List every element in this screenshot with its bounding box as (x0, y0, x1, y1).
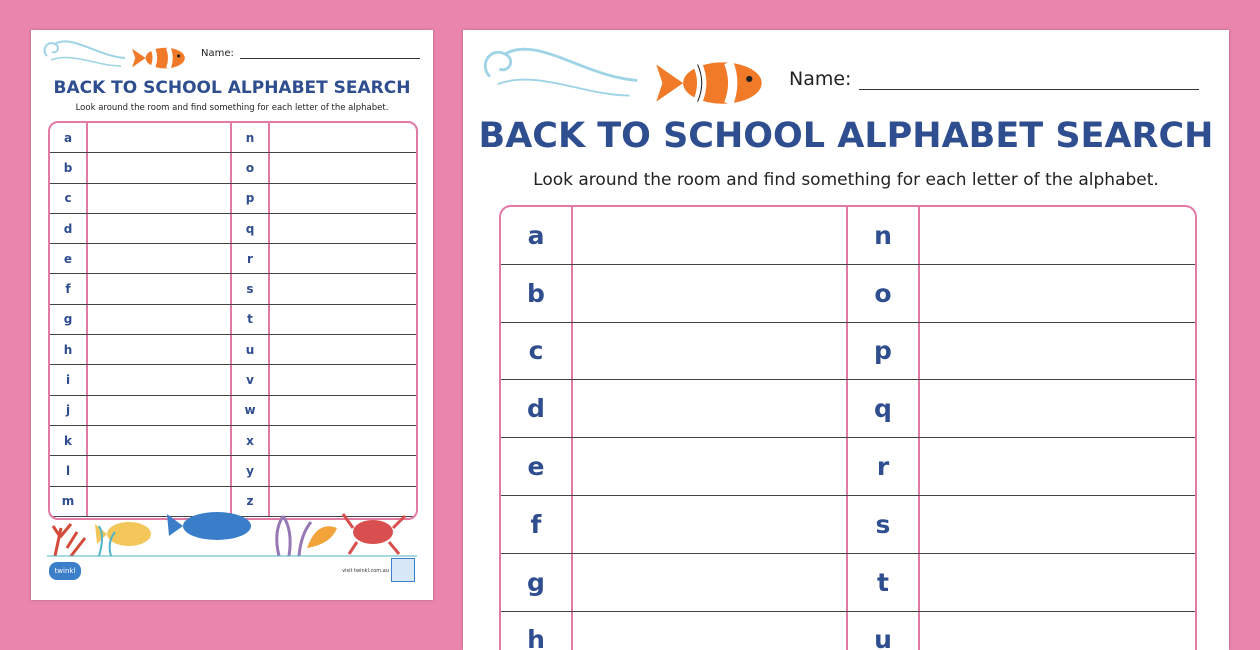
letter-cell: d (501, 380, 573, 437)
letter-cell: p (232, 184, 270, 213)
answer-cell[interactable] (88, 456, 232, 485)
name-label: Name: (201, 48, 234, 59)
answer-cell[interactable] (270, 426, 416, 455)
table-row (50, 184, 416, 214)
letter-cell: q (848, 380, 920, 437)
letter-cell: s (232, 274, 270, 303)
letter-cell: r (232, 244, 270, 273)
clownfish-icon (647, 50, 773, 112)
letter-cell: u (232, 335, 270, 364)
page-title: BACK TO SCHOOL ALPHABET SEARCH (478, 116, 1214, 156)
letter-cell: n (232, 123, 270, 152)
table-row (50, 426, 416, 456)
name-field (789, 68, 1199, 90)
answer-cell[interactable] (573, 265, 848, 322)
letter-cell: e (501, 438, 573, 495)
answer-cell[interactable] (88, 426, 232, 455)
table-row (50, 335, 416, 365)
instructions: Look around the room and find something for each letter of the alphabet. (533, 170, 1159, 190)
letter-cell: c (501, 323, 573, 380)
table-row (50, 274, 416, 304)
alphabet-table (499, 205, 1197, 650)
worksheet-preview-small (31, 30, 433, 600)
answer-cell[interactable] (270, 305, 416, 334)
letter-cell: i (50, 365, 88, 394)
letter-cell: u (848, 612, 920, 650)
answer-cell[interactable] (270, 456, 416, 485)
answer-cell[interactable] (920, 265, 1195, 322)
letter-cell: r (848, 438, 920, 495)
letter-cell: h (50, 335, 88, 364)
letter-cell: b (50, 153, 88, 182)
letter-cell: p (848, 323, 920, 380)
letter-cell: e (50, 244, 88, 273)
letter-cell: j (50, 396, 88, 425)
table-row (501, 496, 1195, 554)
wave-swirl-icon (471, 38, 641, 104)
letter-cell: a (50, 123, 88, 152)
answer-cell[interactable] (270, 335, 416, 364)
letter-cell: t (848, 554, 920, 611)
table-row (501, 554, 1195, 612)
answer-cell[interactable] (88, 244, 232, 273)
table-row (501, 438, 1195, 496)
letter-cell: v (232, 365, 270, 394)
answer-cell[interactable] (920, 438, 1195, 495)
letter-cell: g (50, 305, 88, 334)
answer-cell[interactable] (88, 365, 232, 394)
answer-cell[interactable] (573, 323, 848, 380)
table-row (501, 380, 1195, 438)
answer-cell[interactable] (920, 323, 1195, 380)
instructions: Look around the room and find something for each letter of the alphabet. (75, 103, 389, 113)
answer-cell[interactable] (573, 380, 848, 437)
quality-badge-icon (391, 558, 415, 582)
name-line (240, 48, 420, 59)
table-row (50, 396, 416, 426)
table-row (50, 244, 416, 274)
letter-cell: s (848, 496, 920, 553)
answer-cell[interactable] (573, 554, 848, 611)
answer-cell[interactable] (270, 214, 416, 243)
table-row (50, 365, 416, 395)
answer-cell[interactable] (270, 365, 416, 394)
answer-cell[interactable] (270, 396, 416, 425)
answer-cell[interactable] (573, 207, 848, 264)
answer-cell[interactable] (88, 214, 232, 243)
letter-cell: g (501, 554, 573, 611)
letter-cell: f (501, 496, 573, 553)
sea-creatures-illustration (47, 508, 417, 558)
answer-cell[interactable] (573, 496, 848, 553)
answer-cell[interactable] (88, 123, 232, 152)
alphabet-table (48, 121, 418, 520)
answer-cell[interactable] (270, 184, 416, 213)
answer-cell[interactable] (270, 153, 416, 182)
table-row (50, 305, 416, 335)
table-row (50, 214, 416, 244)
answer-cell[interactable] (88, 153, 232, 182)
answer-cell[interactable] (88, 184, 232, 213)
table-row (50, 456, 416, 486)
answer-cell[interactable] (88, 274, 232, 303)
answer-cell[interactable] (920, 380, 1195, 437)
twinkl-logo: twinkl (49, 562, 81, 580)
letter-cell: f (50, 274, 88, 303)
letter-cell: a (501, 207, 573, 264)
letter-cell: d (50, 214, 88, 243)
answer-cell[interactable] (920, 612, 1195, 650)
letter-cell: m (50, 487, 88, 516)
answer-cell[interactable] (573, 612, 848, 650)
footer-url: visit twinkl.com.au (342, 568, 389, 574)
answer-cell[interactable] (88, 396, 232, 425)
letter-cell: o (848, 265, 920, 322)
letter-cell: b (501, 265, 573, 322)
answer-cell[interactable] (573, 438, 848, 495)
answer-cell[interactable] (88, 335, 232, 364)
letter-cell: t (232, 305, 270, 334)
worksheet-preview-large (463, 30, 1229, 650)
wave-swirl-icon (37, 36, 127, 70)
page-title: BACK TO SCHOOL ALPHABET SEARCH (53, 78, 411, 98)
letter-cell: w (232, 396, 270, 425)
answer-cell[interactable] (920, 554, 1195, 611)
letter-cell: x (232, 426, 270, 455)
clownfish-icon (128, 41, 190, 73)
letter-cell: y (232, 456, 270, 485)
letter-cell: c (50, 184, 88, 213)
letter-cell: n (848, 207, 920, 264)
letter-cell: q (232, 214, 270, 243)
table-row (50, 123, 416, 153)
name-label: Name: (789, 68, 852, 90)
answer-cell[interactable] (88, 305, 232, 334)
table-row (501, 265, 1195, 323)
answer-cell[interactable] (270, 123, 416, 152)
answer-cell[interactable] (270, 244, 416, 273)
table-row (50, 153, 416, 183)
letter-cell: o (232, 153, 270, 182)
name-field (201, 48, 420, 59)
table-row (501, 323, 1195, 381)
answer-cell[interactable] (270, 274, 416, 303)
table-row (501, 612, 1195, 650)
letter-cell: h (501, 612, 573, 650)
letter-cell: l (50, 456, 88, 485)
answer-cell[interactable] (920, 496, 1195, 553)
letter-cell: k (50, 426, 88, 455)
letter-cell: z (232, 487, 270, 516)
answer-cell[interactable] (920, 207, 1195, 264)
table-row (501, 207, 1195, 265)
name-line (859, 71, 1199, 90)
